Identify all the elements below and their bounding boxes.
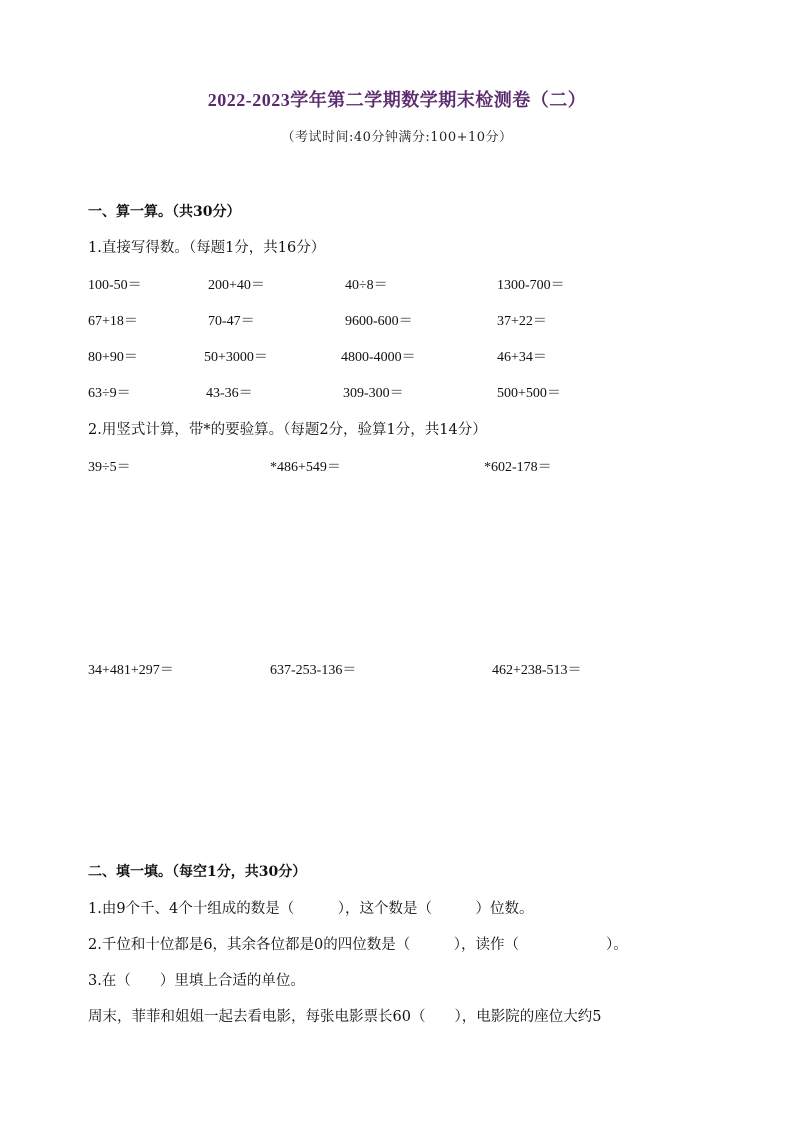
oral-problem: 200+40＝ (208, 278, 265, 293)
oral-problem: 50+3000＝ (204, 350, 268, 365)
oral-problem: 67+18＝ (88, 314, 138, 329)
vertical-problem: *602-178＝ (484, 460, 552, 475)
vertical-problem: 34+481+297＝ (88, 663, 174, 678)
oral-problem: 4800-4000＝ (341, 350, 416, 365)
vertical-problem: 462+238-513＝ (492, 663, 582, 678)
fill-question: 2.千位和十位都是6，其余各位都是0的四位数是（ ），读作（ ）。 (88, 937, 628, 953)
oral-problem: 70-47＝ (208, 314, 255, 329)
fill-question: 周末，菲菲和姐姐一起去看电影，每张电影票长60（ ），电影院的座位大约5 (88, 1009, 602, 1025)
oral-problem: 500+500＝ (497, 386, 561, 401)
oral-problem: 37+22＝ (497, 314, 547, 329)
fill-question: 3.在（ ）里填上合适的单位。 (88, 973, 305, 989)
fill-question: 1.由9个千、4个十组成的数是（ ），这个数是（ ）位数。 (88, 901, 534, 917)
section-2-heading: 二、填一填。（每空1分，共30分） (88, 864, 307, 880)
section-1-heading: 一、算一算。（共30分） (88, 204, 241, 220)
page-title: 2022-2023学年第二学期数学期末检测卷（二） (207, 90, 587, 110)
oral-problem: 100-50＝ (88, 278, 142, 293)
vertical-problem: 39÷5＝ (88, 460, 131, 475)
oral-problem: 63÷9＝ (88, 386, 131, 401)
exam-info: （考试时间:40分钟满分:100+10分） (281, 130, 513, 145)
oral-problem: 9600-600＝ (345, 314, 413, 329)
vertical-problem: *486+549＝ (270, 460, 341, 475)
question-2-label: 2.用竖式计算，带*的要验算。（每题2分，验算1分，共14分） (88, 422, 487, 438)
oral-problem: 1300-700＝ (497, 278, 565, 293)
vertical-problem: 637-253-136＝ (270, 663, 357, 678)
oral-problem: 43-36＝ (206, 386, 253, 401)
oral-problem: 46+34＝ (497, 350, 547, 365)
oral-problem: 80+90＝ (88, 350, 138, 365)
oral-problem: 309-300＝ (343, 386, 404, 401)
oral-problem: 40÷8＝ (345, 278, 388, 293)
question-1-label: 1.直接写得数。（每题1分，共16分） (88, 240, 326, 256)
